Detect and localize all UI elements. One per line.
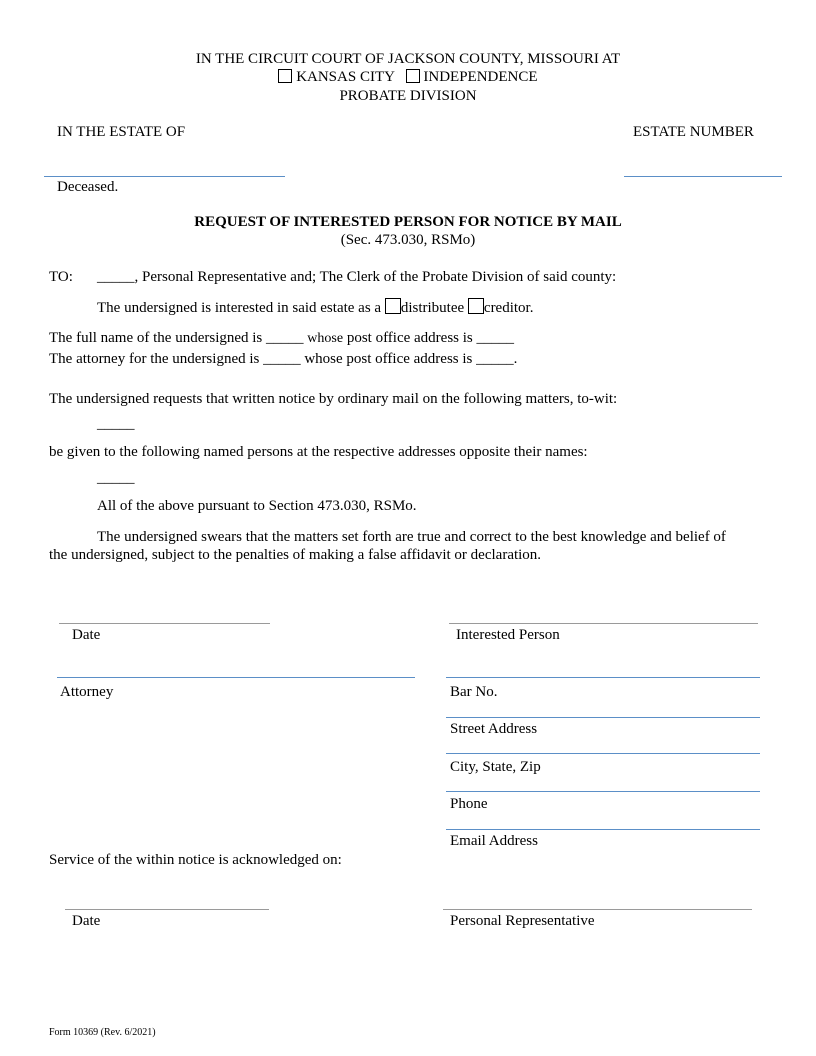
distributee-checkbox[interactable] (385, 298, 401, 314)
fullname-text-c: post office address is _____ (343, 330, 515, 346)
personal-representative-label: Personal Representative (450, 913, 595, 929)
document-subtitle: (Sec. 473.030, RSMo) (340, 232, 476, 248)
form-id: Form 10369 (Rev. 6/2021) (49, 1027, 156, 1038)
fullname-line (49, 329, 514, 348)
bar-no-label: Bar No. (450, 684, 498, 700)
date-signature-line[interactable] (59, 623, 270, 624)
service-date-line[interactable] (65, 909, 269, 910)
named-persons-line: be given to the following named persons at the respective addresses opposite their names: (49, 444, 588, 460)
independence-label: INDEPENDENCE (423, 69, 538, 85)
independence-checkbox[interactable] (406, 69, 420, 83)
location-options (0, 68, 816, 86)
interested-text: The undersigned is interested in said estate as a (97, 300, 382, 316)
swears-line-2: the undersigned, subject to the penalties of making a false affidavit or declaration. (49, 547, 542, 563)
estate-of-label: IN THE ESTATE OF (57, 124, 186, 140)
bar-no-field[interactable] (446, 677, 760, 678)
email-label: Email Address (450, 833, 538, 849)
kansas-city-label: KANSAS CITY (296, 69, 395, 85)
city-state-zip-field[interactable] (446, 753, 760, 754)
document-title: REQUEST OF INTERESTED PERSON FOR NOTICE BY MAIL (194, 214, 622, 230)
creditor-label: creditor. (483, 300, 534, 316)
persons-blank[interactable]: _____ (97, 470, 135, 486)
date-label: Date (72, 627, 101, 643)
interested-person-signature-line[interactable] (449, 623, 758, 624)
attorney-line: The attorney for the undersigned is _____ whose post office address is _____. (49, 351, 518, 367)
interested-line (97, 298, 533, 317)
attorney-label: Attorney (60, 684, 114, 700)
kansas-city-checkbox[interactable] (278, 69, 292, 83)
distributee-label: distributee (400, 300, 465, 316)
deceased-label: Deceased. (57, 179, 119, 195)
to-label: TO: (49, 269, 73, 285)
city-state-zip-label: City, State, Zip (450, 759, 541, 775)
matters-blank[interactable]: _____ (97, 416, 135, 432)
estate-name-field[interactable] (44, 176, 285, 177)
estate-number-label: ESTATE NUMBER (633, 124, 754, 140)
pursuant-line: All of the above pursuant to Section 473.030, RSMo. (97, 498, 417, 514)
request-line: The undersigned requests that written notice by ordinary mail on the following matters, to-wit: (49, 391, 618, 407)
creditor-checkbox[interactable] (468, 298, 484, 314)
interested-person-label: Interested Person (456, 627, 560, 643)
personal-representative-line[interactable] (443, 909, 752, 910)
phone-label: Phone (450, 796, 488, 812)
swears-line-1: The undersigned swears that the matters set forth are true and correct to the best knowledge and belief of (97, 529, 726, 545)
attorney-field[interactable] (57, 677, 415, 678)
service-date-label: Date (72, 913, 101, 929)
estate-number-field[interactable] (624, 176, 782, 177)
court-heading: IN THE CIRCUIT COURT OF JACKSON COUNTY, MISSOURI AT (195, 51, 621, 67)
street-address-field[interactable] (446, 717, 760, 718)
street-address-label: Street Address (450, 721, 538, 737)
fullname-text-a: The full name of the undersigned is _____ (49, 330, 308, 346)
division-heading: PROBATE DIVISION (339, 88, 477, 104)
phone-field[interactable] (446, 791, 760, 792)
email-field[interactable] (446, 829, 760, 830)
to-text: _____, Personal Representative and; The Clerk of the Probate Division of said county: (97, 269, 617, 285)
service-ack-text: Service of the within notice is acknowledged on: (49, 852, 342, 868)
fullname-text-b: whose (307, 331, 344, 346)
